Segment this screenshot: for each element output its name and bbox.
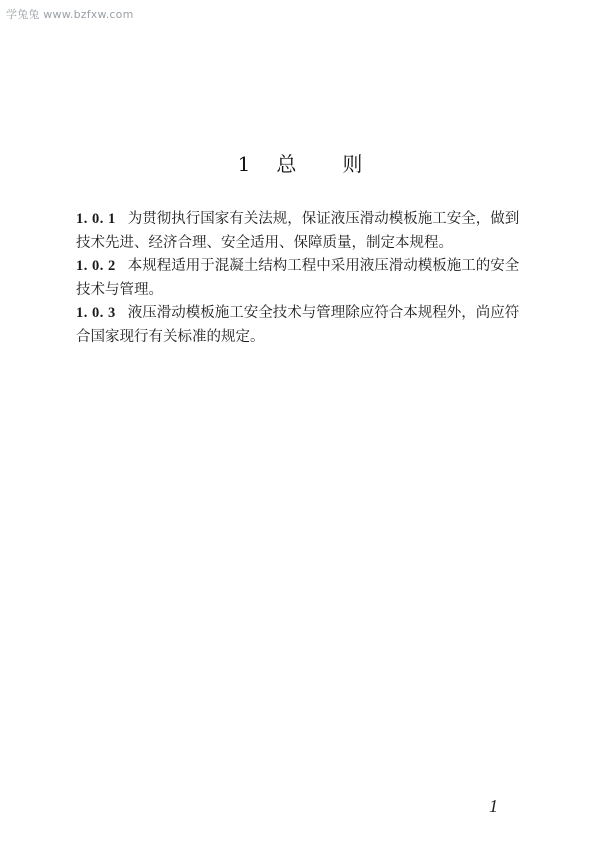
page-number: 1 [489,796,498,816]
clause-list [76,208,524,349]
clause-1 [76,208,524,255]
chapter-title-part1: 总 [276,152,297,176]
clause-3 [76,302,524,349]
site-watermark: 学兔兔 www.bzfxw.com [6,8,134,21]
clause-number: 1. 0. 1 [76,211,116,227]
clause-number: 1. 0. 2 [76,258,116,274]
clause-text: 本规程适用于混凝土结构工程中采用液压滑动模板施工的安全技术与管理。 [76,258,520,298]
chapter-number: 1 [237,152,251,176]
clause-text: 为贯彻执行国家有关法规，保证液压滑动模板施工安全，做到技术先进、经济合理、安全适用、保障质量，制定本规程。 [76,211,520,251]
clause-number: 1. 0. 3 [76,305,116,321]
clause-text: 液压滑动模板施工安全技术与管理除应符合本规程外，尚应符合国家现行有关标准的规定。 [76,305,520,345]
clause-2 [76,255,524,302]
chapter-title-part2: 则 [342,152,363,176]
chapter-title [0,148,600,177]
